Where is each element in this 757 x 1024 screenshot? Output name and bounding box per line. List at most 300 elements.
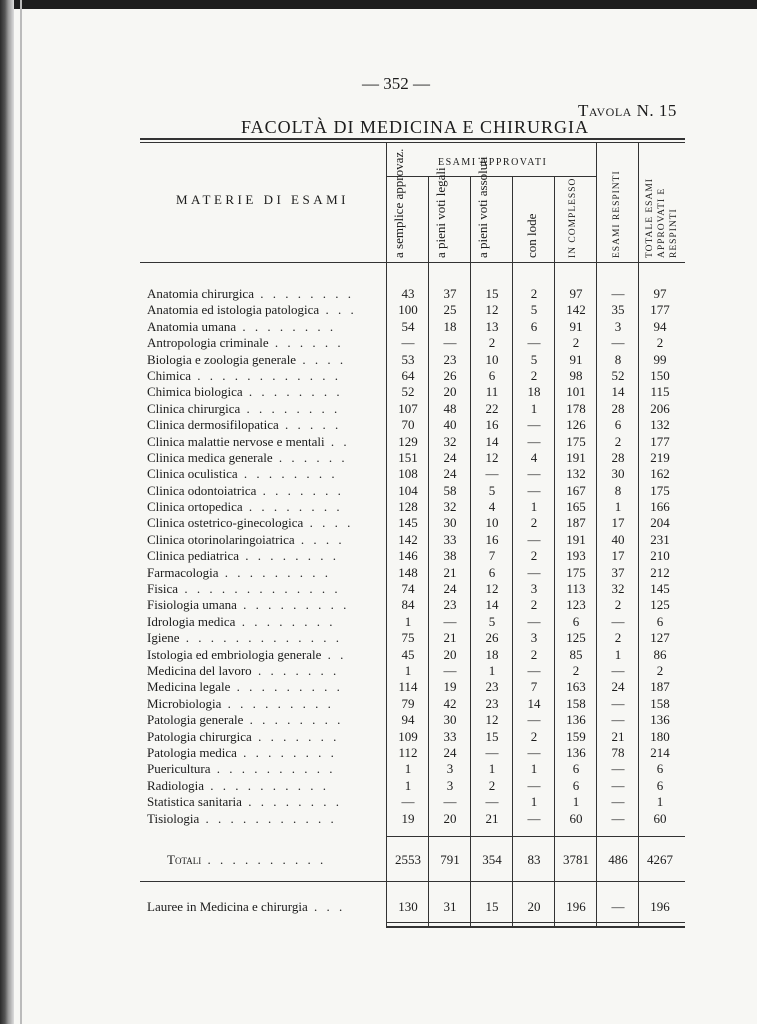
cell-col-3: 10 [485,351,499,367]
leader-dots: . . . . . . [272,449,348,465]
leader-dots: . . . . . . . . [253,286,354,301]
subject-label: Istologia ed embriologia generale [147,646,322,662]
subject-name [147,630,342,646]
cell-col-5: 2 [572,335,580,351]
cell-col-7: 204 [650,515,670,531]
header-esami-respinti: ESAMI RESPINTI [612,170,622,258]
cell-col-7: 99 [653,351,667,367]
cell-col-6: — [611,662,625,678]
cell-col-6: — [611,777,625,793]
cell-col-6: 3 [614,318,622,334]
cell-col-2: 42 [443,695,457,711]
rule-bottom-2 [386,926,685,928]
subject-label: Antropologia criminale [147,335,269,351]
subject-name [147,532,345,548]
table-row [147,417,687,433]
cell-col-2: 37 [443,286,457,301]
lauree-label [147,897,345,917]
cell-col-2: 19 [443,679,457,695]
cell-col-3: — [485,466,499,482]
cell-col-1: 19 [401,810,415,826]
cell-col-2: 24 [443,581,457,597]
cell-col-7: 206 [650,400,670,416]
subject-name [147,696,334,712]
leader-dots: . . . . [294,531,345,547]
subject-name [147,647,346,663]
cell-col-1: 43 [401,286,415,301]
cell-col-1: 70 [401,417,415,433]
cell-col-3: 1 [488,662,496,678]
cell-col-6: 8 [614,482,622,498]
subject-label: Clinica medica generale [147,449,273,465]
subject-name [147,466,338,482]
cell-col-5: 101 [566,384,586,400]
cell-col-4: — [527,531,541,547]
cell-col-4: 14 [527,695,541,711]
cell-col-2: 48 [443,400,457,416]
cell-col-5: 98 [569,367,583,383]
cell-col-3: 23 [485,679,499,695]
leader-dots: . . . . . . . . . [236,597,350,613]
subject-label: Clinica pediatrica [147,548,240,564]
cell-col-5: 167 [566,482,586,498]
table-row [147,729,687,745]
data-table [147,286,687,827]
leader-dots: . . . . . . . . [243,712,344,728]
cell-col-5: 159 [566,728,586,744]
rule-bottom-1 [386,922,685,923]
cell-col-3: 26 [485,630,499,646]
table-row [147,319,687,335]
cell-col-4: 5 [530,302,538,318]
subject-name [147,401,340,417]
cell-col-6: 40 [611,531,625,547]
subject-name [147,679,343,695]
totali-row [147,850,687,870]
cell-col-7: 196 [650,899,670,914]
cell-col-7: 97 [653,286,667,301]
leader-dots: . . . . [303,515,354,531]
rule-top [140,138,685,140]
cell-col-2: 24 [443,449,457,465]
cell-col-3: 1 [488,761,496,777]
cell-col-1: 64 [401,367,415,383]
cell-col-4: 6 [530,318,538,334]
subject-name [147,417,341,433]
leader-dots: . . . . . . . . [235,613,336,629]
leader-dots: . . . . . . . . [236,318,337,334]
cell-col-4: — [527,482,541,498]
table-row [147,515,687,531]
cell-col-6: — [611,761,625,777]
subject-label: Fisiologia umana [147,597,237,613]
subject-name [147,368,341,384]
cell-col-4: 3 [530,630,538,646]
subject-name [147,794,342,810]
cell-col-1: 142 [398,531,418,547]
cell-col-3: 7 [488,548,496,564]
cell-col-2: — [443,335,457,351]
cell-col-5: 91 [569,318,583,334]
cell-col-2: 30 [443,712,457,728]
leader-dots: . . . . . . [268,335,344,351]
cell-col-3: 354 [482,852,502,867]
cell-col-7: 158 [650,695,670,711]
cell-col-4: — [527,564,541,580]
table-row [147,466,687,482]
cell-col-2: — [443,794,457,810]
cell-col-2: 25 [443,302,457,318]
cell-col-5: 6 [572,777,580,793]
cell-col-3: 23 [485,695,499,711]
cell-col-2: 33 [443,531,457,547]
rule-top-thin [140,142,685,143]
cell-col-1: 1 [404,777,412,793]
cell-col-7: 125 [650,597,670,613]
subject-name [147,499,343,515]
cell-col-1: 104 [398,482,418,498]
cell-col-2: 32 [443,433,457,449]
subject-label: Clinica dermosifilopatica [147,417,279,433]
cell-col-3: 6 [488,564,496,580]
cell-col-6: 6 [614,417,622,433]
subject-name [147,712,343,728]
leader-dots: . . . . . . . . . . . [199,810,337,826]
spine-line [20,0,22,1024]
cell-col-1: 151 [398,449,418,465]
cell-col-6: 2 [614,630,622,646]
cell-col-7: 150 [650,367,670,383]
cell-col-5: 1 [572,794,580,810]
cell-col-2: 18 [443,318,457,334]
subject-label: Statistica sanitaria [147,794,242,810]
table-row [147,302,687,318]
cell-col-2: 20 [443,810,457,826]
cell-col-5: 123 [566,597,586,613]
cell-col-6: 35 [611,302,625,318]
cell-col-5: 175 [566,564,586,580]
leader-dots: . . [321,646,347,662]
cell-col-2: 58 [443,482,457,498]
cell-col-7: 214 [650,744,670,760]
subject-label: Radiologia [147,777,205,793]
cell-col-3: 10 [485,515,499,531]
cell-col-7: 6 [656,777,664,793]
cell-col-2: 31 [443,899,457,914]
leader-dots: . . . . . . . . . . [204,777,330,793]
cell-col-3: 13 [485,318,499,334]
leader-dots: . . . . [296,351,347,367]
cell-col-7: 177 [650,302,670,318]
cell-col-1: 1 [404,613,412,629]
table-row [147,630,687,646]
cell-col-1: 74 [401,581,415,597]
subject-label: Tisiologia [147,810,200,826]
rule-header-bottom [140,262,685,263]
cell-col-2: — [443,662,457,678]
book-spine [0,0,14,1024]
cell-col-2: 40 [443,417,457,433]
header-in-complesso: IN COMPLESSO [568,177,578,258]
subject-label: Anatomia ed istologia patologica [147,302,320,318]
cell-col-1: 145 [398,515,418,531]
cell-col-5: 187 [566,515,586,531]
subject-label: Idrologia medica [147,613,236,629]
cell-col-5: 136 [566,744,586,760]
subject-label: Patologia medica [147,744,237,760]
cell-col-6: — [611,613,625,629]
cell-col-5: 91 [569,351,583,367]
cell-col-5: 196 [566,899,586,914]
leader-dots: . . . . . . . . . [221,695,334,711]
cell-col-5: 113 [566,581,586,597]
cell-col-1: 84 [401,597,415,613]
cell-col-3: 15 [485,899,499,914]
subject-name [147,286,354,302]
table-row [147,761,687,777]
cell-col-6: — [611,335,625,351]
cell-col-2: 21 [443,564,457,580]
cell-col-5: 175 [566,433,586,449]
cell-col-7: 187 [650,679,670,695]
cell-col-5: 178 [566,400,586,416]
cell-col-3: 21 [485,810,499,826]
leader-dots: . . . . . . . . . [230,679,343,695]
leader-dots: . . . . . [278,417,342,433]
cell-col-4: — [527,335,541,351]
cell-col-6: — [611,712,625,728]
cell-col-3: 15 [485,286,499,301]
cell-col-1: 114 [398,679,418,695]
cell-col-5: 2 [572,662,580,678]
cell-col-3: 12 [485,449,499,465]
cell-col-3: — [485,744,499,760]
cell-col-3: 4 [488,499,496,515]
cell-col-5: 165 [566,499,586,515]
cell-col-3: 11 [485,384,499,400]
cell-col-7: 132 [650,417,670,433]
cell-col-5: 60 [569,810,583,826]
cell-col-7: 6 [656,761,664,777]
table-row [147,368,687,384]
cell-col-3: 6 [488,367,496,383]
cell-col-7: 4267 [647,852,673,867]
table-number: Tavola N. 15 [578,101,677,120]
cell-col-5: 6 [572,761,580,777]
cell-col-4: 1 [530,761,538,777]
cell-col-3: 16 [485,531,499,547]
cell-col-1: 109 [398,728,418,744]
cell-col-4: 2 [530,597,538,613]
cell-col-1: 2553 [395,852,421,867]
cell-col-7: 175 [650,482,670,498]
cell-col-2: 20 [443,384,457,400]
cell-col-4: — [527,417,541,433]
subject-name [147,483,344,499]
rule-before-totali [386,836,685,837]
cell-col-2: 20 [443,646,457,662]
leader-dots: . . . . . . . . . . . . [191,367,342,383]
cell-col-2: 26 [443,367,457,383]
table-row [147,532,687,548]
table-row [147,581,687,597]
subject-label: Clinica oculistica [147,466,238,482]
cell-col-4: 2 [530,515,538,531]
table-row [147,679,687,695]
cell-col-1: 130 [398,899,418,914]
cell-col-1: — [401,794,415,810]
leader-dots: . . . . . . . . . . [210,761,336,777]
subject-name [147,729,339,745]
cell-col-7: 2 [656,662,664,678]
cell-col-6: 14 [611,384,625,400]
cell-col-4: 1 [530,400,538,416]
cell-col-1: 112 [398,744,418,760]
cell-col-6: 1 [614,646,622,662]
cell-col-4: — [527,810,541,826]
cell-col-6: 24 [611,679,625,695]
table-row [147,614,687,630]
cell-col-2: 21 [443,630,457,646]
subject-name [147,515,353,531]
cell-col-6: — [611,286,625,301]
subject-label: Puericultura [147,761,211,777]
subject-name [147,384,343,400]
cell-col-4: — [527,466,541,482]
subject-label: Medicina del lavoro [147,662,252,678]
table-row [147,778,687,794]
table-row [147,499,687,515]
cell-col-5: 136 [566,712,586,728]
cell-col-1: 107 [398,400,418,416]
subject-label: Microbiologia [147,695,222,711]
cell-col-6: 2 [614,433,622,449]
cell-col-2: 33 [443,728,457,744]
cell-col-5: 158 [566,695,586,711]
subject-label: Clinica ortopedica [147,499,243,515]
page-title: FACOLTÀ DI MEDICINA E CHIRURGIA [241,117,590,137]
cell-col-5: 193 [566,548,586,564]
subject-label: Patologia generale [147,712,244,728]
leader-dots: . . . . . . . . . . . . . [178,581,341,597]
leader-dots: . . . . . . . [251,662,340,678]
cell-col-1: 54 [401,318,415,334]
leader-dots: . . . . . . . . [240,400,341,416]
header-con-lode: con lode [524,213,539,258]
cell-col-5: 126 [566,417,586,433]
cell-col-4: 83 [527,852,541,867]
cell-col-2: 3 [446,761,454,777]
cell-col-3: 2 [488,335,496,351]
top-edge [0,0,757,9]
cell-col-2: 24 [443,466,457,482]
cell-col-3: 12 [485,581,499,597]
cell-col-7: 231 [650,531,670,547]
cell-col-2: 32 [443,499,457,515]
cell-col-3: — [485,794,499,810]
cell-col-7: 219 [650,449,670,465]
cell-col-1: — [401,335,415,351]
table-row [147,286,687,302]
cell-col-4: 2 [530,286,538,301]
table-row [147,811,687,827]
cell-col-4: — [527,613,541,629]
subject-label: Patologia chirurgica [147,728,252,744]
leader-dots: . . . . . . . [256,482,344,498]
header-semplice-approvaz: a semplice approvaz. [391,148,406,258]
cell-col-6: 486 [608,852,628,867]
cell-col-2: 23 [443,351,457,367]
subject-name [147,761,336,777]
cell-col-4: 2 [530,728,538,744]
subject-name [147,614,335,630]
lauree-row [147,897,687,917]
cell-col-1: 146 [398,548,418,564]
subject-label: Clinica otorinolaringoiatrica [147,531,295,547]
subject-name [147,450,348,466]
leader-dots: . . . . . . . . [237,466,338,482]
leader-dots: . . . . . . . . . . [201,852,327,867]
cell-col-5: 142 [566,302,586,318]
leader-dots: . . . . . . . . [241,794,342,810]
cell-col-6: 52 [611,367,625,383]
cell-col-4: 18 [527,384,541,400]
cell-col-7: 210 [650,548,670,564]
cell-col-1: 94 [401,712,415,728]
subject-name [147,778,329,794]
cell-col-6: 78 [611,744,625,760]
cell-col-6: 28 [611,400,625,416]
cell-col-7: 127 [650,630,670,646]
subject-name [147,302,357,318]
cell-col-4: 20 [527,899,541,914]
cell-col-1: 45 [401,646,415,662]
cell-col-7: 6 [656,613,664,629]
subject-name [147,565,331,581]
lauree-text: Lauree in Medicina e chirurgia [147,899,308,914]
subject-name [147,663,339,679]
cell-col-4: 2 [530,548,538,564]
cell-col-6: 32 [611,581,625,597]
cell-col-7: 94 [653,318,667,334]
cell-col-2: 3 [446,777,454,793]
cell-col-5: 163 [566,679,586,695]
cell-col-7: 166 [650,499,670,515]
cell-col-4: 2 [530,646,538,662]
cell-col-6: — [611,899,625,914]
cell-col-6: 30 [611,466,625,482]
leader-dots: . . . . . . . . [239,548,340,564]
cell-col-7: 1 [656,794,664,810]
cell-col-4: — [527,744,541,760]
table-row [147,434,687,450]
cell-col-6: 17 [611,548,625,564]
leader-dots: . . . . . . . . [242,499,343,515]
cell-col-5: 6 [572,613,580,629]
cell-col-1: 53 [401,351,415,367]
cell-col-7: 115 [650,384,670,400]
cell-col-4: 1 [530,794,538,810]
cell-col-4: 7 [530,679,538,695]
subject-label: Igiene [147,630,180,646]
leader-dots: . . . [307,899,346,914]
table-row [147,663,687,679]
cell-col-1: 108 [398,466,418,482]
table-row [147,696,687,712]
cell-col-4: 4 [530,449,538,465]
table-row [147,335,687,351]
table-row [147,384,687,400]
